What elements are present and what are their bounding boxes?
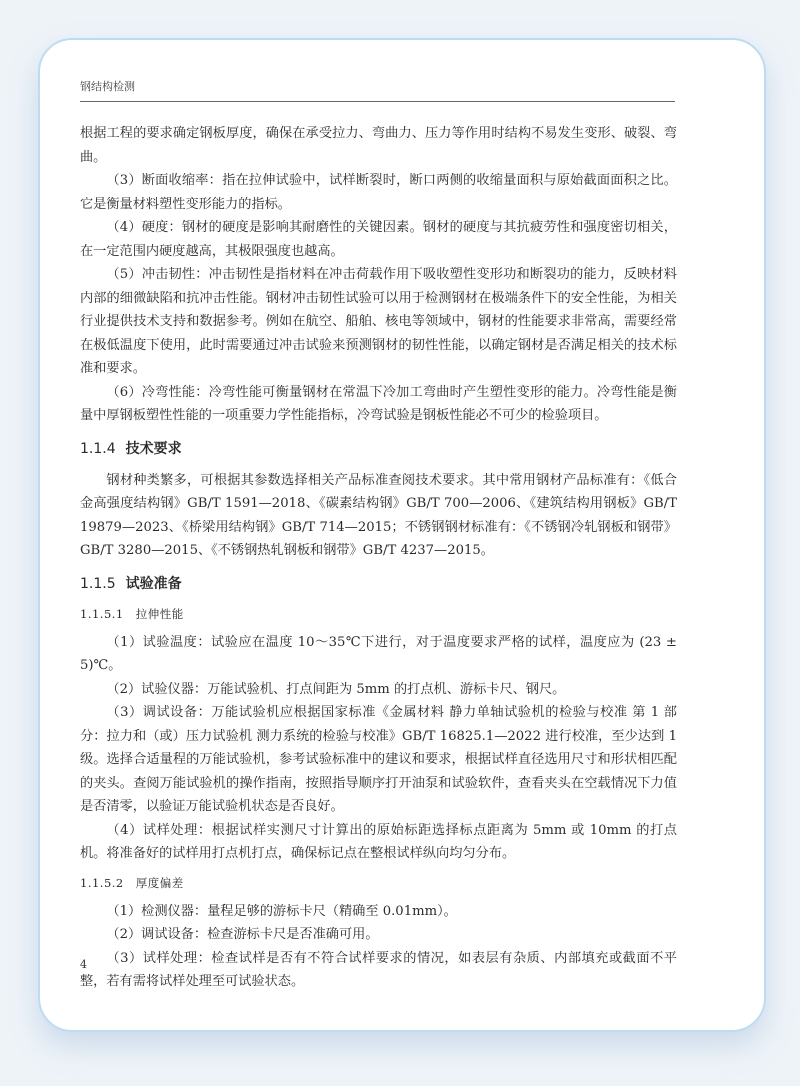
- paragraph-impact-toughness: （5）冲击韧性：冲击韧性是指材料在冲击荷载作用下吸收塑性变形功和断裂功的能力，反映材料内部的细微缺陷和抗冲击性能。钢材冲击韧性试验可以用于检测钢材在极端条件下的安全性能，为相关行业提供技术支持和数据参考。例如在航空、船舶、核电等领域中，钢材的性能要求非常高，需要经常在极低温度下使用，此时需要通过冲击试验来预测钢材的韧性性能，以确定钢材是否满足相关的技术标准和要求。: [80, 267, 677, 376]
- subsection-heading-1-1-5-2: [80, 873, 677, 893]
- subsection-title: 拉伸性能: [135, 606, 184, 621]
- paragraph-thickness-calibration: （2）调试设备：检查游标卡尺是否准确可用。: [106, 927, 379, 942]
- paragraph-hardness: （4）硬度：钢材的硬度是影响其耐磨性的关键因素。钢材的硬度与其抗疲劳性和强度密切相关，在一定范围内硬度越高，其极限强度也越高。: [80, 220, 677, 259]
- page-body: [80, 122, 677, 994]
- paragraph-thickness-instrument: （1）检测仪器：量程足够的游标卡尺（精确至 0.01mm）。: [106, 903, 457, 919]
- running-head: 钢结构检测: [80, 78, 675, 102]
- page-number: 4: [80, 958, 87, 971]
- paragraph-test-temperature: （1）试验温度：试验应在温度 10～35℃下进行，对于温度要求严格的试样，温度应为 (23 ± 5)℃。: [80, 634, 677, 673]
- section-title: 试验准备: [125, 575, 182, 592]
- section-number: 1.1.5: [80, 575, 116, 592]
- paragraph-specimen-preparation: （4）试样处理：根据试样实测尺寸计算出的原始标距选择标点距离为 5mm 或 10mm 的打点机。将准备好的试样用打点机打点，确保标记点在整根试样纵向均匀分布。: [80, 822, 677, 861]
- section-heading-1-1-5: [80, 573, 677, 595]
- subsection-title: 厚度偏差: [135, 875, 184, 890]
- paragraph-intro: 根据工程的要求确定钢板厚度，确保在承受拉力、弯曲力、压力等作用时结构不易发生变形、破裂、弯曲。: [80, 126, 677, 165]
- paragraph-thickness-specimen: （3）试样处理：检查试样是否有不符合试样要求的情况，如表层有杂质、内部填充或截面不平整，若有需将试样处理至可试验状态。: [80, 950, 677, 989]
- subsection-heading-1-1-5-1: [80, 604, 677, 624]
- paragraph-test-instruments: （2）试验仪器：万能试验机、打点间距为 5mm 的打点机、游标卡尺、钢尺。: [106, 681, 566, 697]
- paragraph-technical-requirements: 钢材种类繁多，可根据其参数选择相关产品标准查阅技术要求。其中常用钢材产品标准有：《低合金高强度结构钢》GB/T 1591—2018、《碳素结构钢》GB/T 700—2006、《建筑结构用钢板》GB/T 19879—2023、《桥梁用结构钢》GB/T 714—2015；不锈钢钢材标准有：《不锈钢冷轧钢板和钢带》GB/T 3280—2015、《不锈钢热轧钢板和钢带》GB/T 4237—2015。: [80, 472, 677, 558]
- subsection-number: 1.1.5.1: [80, 606, 124, 621]
- section-number: 1.1.4: [80, 440, 116, 457]
- subsection-number: 1.1.5.2: [80, 875, 124, 890]
- paragraph-equipment-calibration: （3）调试设备：万能试验机应根据国家标准《金属材料 静力单轴试验机的检验与校准 第 1 部分：拉力和（或）压力试验机 测力系统的检验与校准》GB/T 16825.1—2022 进行校准，至少达到 1 级。选择合适量程的万能试验机，参考试验标准中的建议和要求，根据试样直径选用尺寸和形状相匹配的夹头。查阅万能试验机的操作指南，按照指导顺序打开油泵和试验软件，查看夹头在空载情况下力值是否清零，以验证万能试验机状态是否良好。: [80, 705, 677, 814]
- section-heading-1-1-4: [80, 438, 677, 460]
- section-title: 技术要求: [125, 440, 182, 457]
- paragraph-reduction-of-area: （3）断面收缩率：指在拉伸试验中，试样断裂时，断口两侧的收缩量面积与原始截面面积之比。它是衡量材料塑性变形能力的指标。: [80, 173, 677, 212]
- paragraph-cold-bend: （6）冷弯性能：冷弯性能可衡量钢材在常温下冷加工弯曲时产生塑性变形的能力。冷弯性能是衡量中厚钢板塑性性能的一项重要力学性能指标，冷弯试验是钢板性能必不可少的检验项目。: [80, 384, 677, 423]
